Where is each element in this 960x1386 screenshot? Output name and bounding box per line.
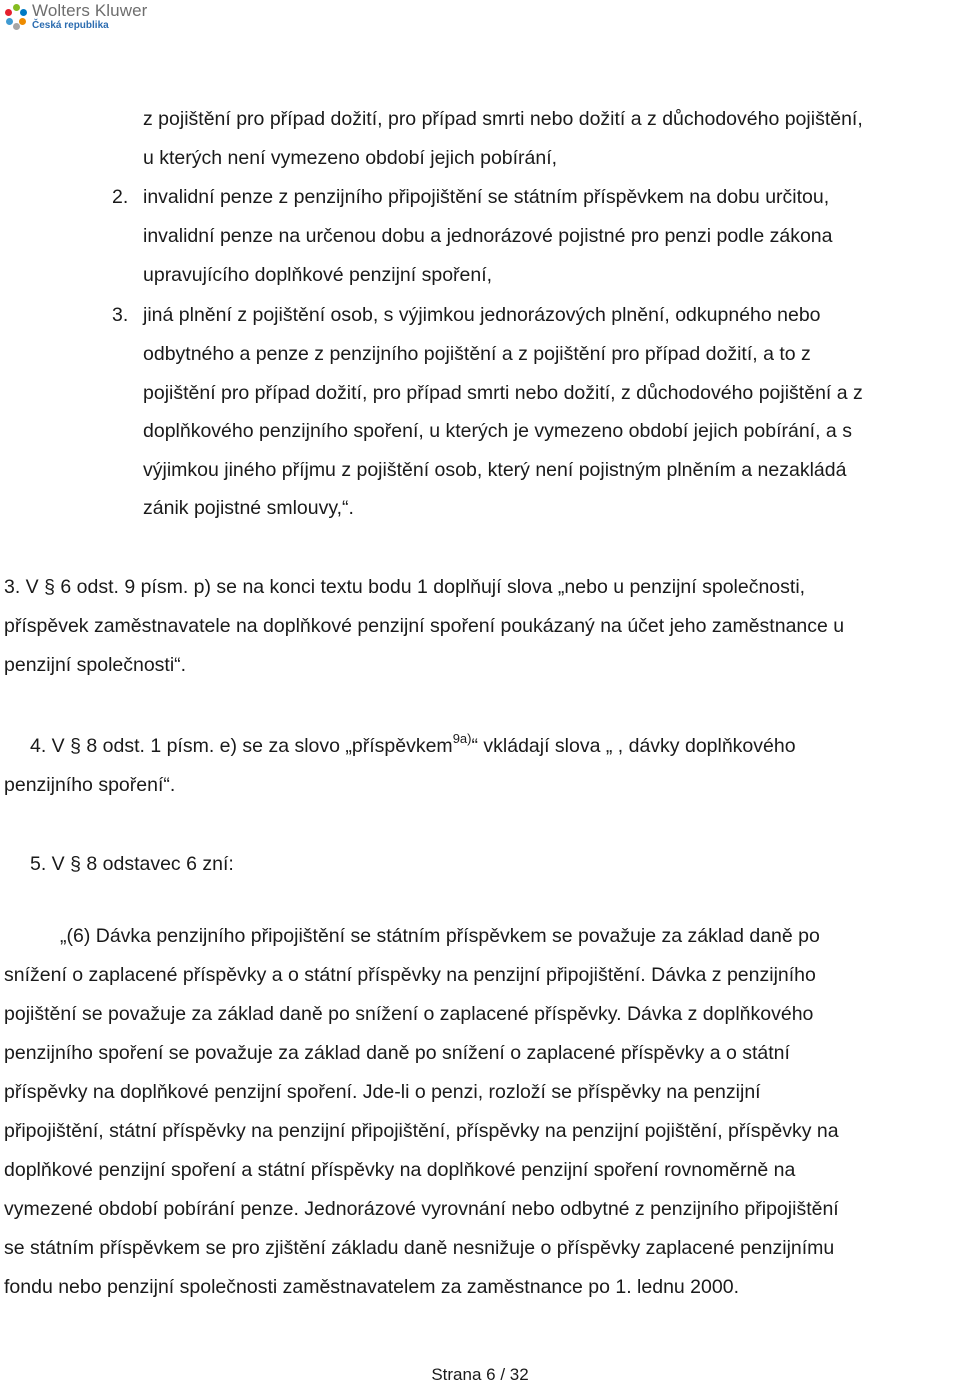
text-line: se státním příspěvkem se pro zjištění základu daně nesnižuje o příspěvky zaplacené penzijnímu [4,1237,835,1259]
footnote-ref: 9a) [452,731,472,746]
list-number: 2. [112,186,129,208]
text-span: 4. V § 8 odst. 1 písm. e) se za slovo „příspěvkem [30,735,453,757]
text-line: upravujícího doplňkové penzijní spoření, [143,264,493,286]
text-line: z pojištění pro případ dožití, pro případ smrti nebo dožití a z důchodového pojištění, [143,108,863,130]
text-line: doplňkové penzijní spoření a státní příspěvky na doplňkové penzijní spoření rovnoměrně na [4,1159,796,1181]
text-line: vymezené období pobírání penze. Jednorázové vyrovnání nebo odbytné z penzijního připojištění [4,1198,839,1220]
text-line: 3. V § 6 odst. 9 písm. p) se na konci textu bodu 1 doplňují slova „nebo u penzijní společnosti, [4,576,806,598]
text-line: výjimkou jiného příjmu z pojištění osob, který není pojistným plněním a nezakládá [143,459,847,481]
page-number: Strana 6 / 32 [431,1365,529,1384]
text-span: “ vkládají slova „ , dávky doplňkového [471,735,796,757]
text-line: u kterých není vymezeno období jejich pobírání, [143,147,558,169]
text-line: penzijní společnosti“. [4,654,187,676]
text-line: připojištění, státní příspěvky na penzijní připojištění, příspěvky na penzijní pojištění, příspěvky na [4,1120,839,1142]
logo-subtitle: Česká republika [32,20,109,31]
text-line: invalidní penze z penzijního připojištění se státním příspěvkem na dobu určitou, [143,186,830,208]
text-line: pojištění se považuje za základ daně po snížení o zaplacené příspěvky. Dávka z doplňkového [4,1003,814,1025]
text-line [30,731,796,757]
text-line: penzijního spoření se považuje za základ daně po snížení o zaplacené příspěvky a o státní [4,1042,790,1064]
wolters-kluwer-logo [4,2,147,31]
list-number: 3. [112,304,129,326]
text-line: příspěvek zaměstnavatele na doplňkové penzijní spoření poukázaný na účet jeho zaměstnance u [4,615,845,637]
logo-mark-icon [4,3,28,31]
text-line: doplňkového penzijního spoření, u kterých je vymezeno období jejich pobírání, a s [143,420,852,442]
text-line: zánik pojistné smlouvy,“. [143,497,354,519]
text-line: 5. V § 8 odstavec 6 zní: [30,853,234,875]
text-line: „(6) Dávka penzijního připojištění se státním příspěvkem se považuje za základ daně po [60,925,820,947]
text-line: fondu nebo penzijní společnosti zaměstnavatelem za zaměstnance po 1. lednu 2000. [4,1276,739,1298]
text-line: snížení o zaplacené příspěvky a o státní příspěvky na penzijní připojištění. Dávka z penzijního [4,964,816,986]
text-line: invalidní penze na určenou dobu a jednorázové pojistné pro penzi podle zákona [143,225,833,247]
text-line: penzijního spoření“. [4,774,176,796]
text-line: jiná plnění z pojištění osob, s výjimkou jednorázových plnění, odkupného nebo [143,304,821,326]
text-line: příspěvky na doplňkové penzijní spoření. Jde-li o penzi, rozloží se příspěvky na penzijní [4,1081,761,1103]
text-line: odbytného a penze z penzijního pojištění a z pojištění pro případ dožití, a to z [143,343,811,365]
logo-name: Wolters Kluwer [32,1,148,20]
text-line: pojištění pro případ dožití, pro případ smrti nebo dožití, z důchodového pojištění a z [143,382,863,404]
